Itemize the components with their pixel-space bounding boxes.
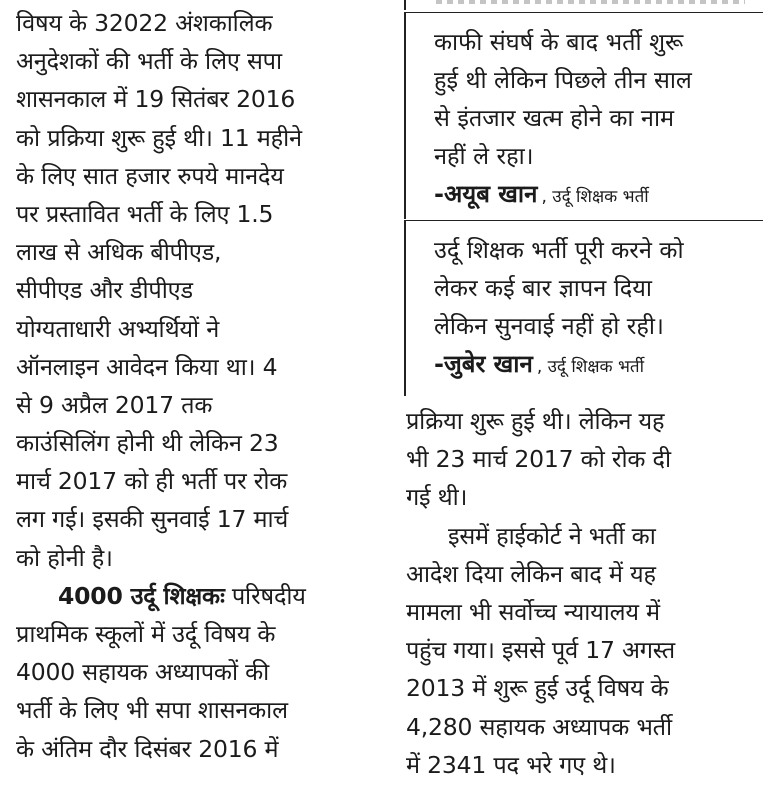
right-article-column <box>406 402 763 784</box>
author-name: -जुबेर खान <box>434 350 533 378</box>
author-role: , उर्दू शिक्षक भर्ती <box>536 357 645 377</box>
section-lead-text: परिषदीय <box>224 581 306 610</box>
author-role: , उर्दू शिक्षक भर्ती <box>541 187 649 207</box>
article-line: के लिए सात हजार रुपये मानदेय <box>16 161 284 190</box>
article-line: में 2341 पद भरे गए थे। <box>406 750 616 779</box>
article-line: लाख से अधिक बीपीएड, <box>16 238 222 267</box>
section-first-line <box>16 577 386 615</box>
article-line: अनुदेशकों की भर्ती के लिए सपा <box>16 47 282 76</box>
article-line: योग्यताधारी अभ्यर्थियों ने <box>16 314 220 343</box>
article-line: 4,280 सहायक अध्यापक भर्ती <box>406 712 672 741</box>
quote-author <box>434 177 649 210</box>
quote-line: लेकिन सुनवाई नहीं हो रही। <box>434 312 664 340</box>
article-line: भर्ती के लिए भी सपा शासनकाल <box>16 696 288 725</box>
article-line: शासनकाल में 19 सितंबर 2016 <box>16 85 296 114</box>
article-line: के अंतिम दौर दिसंबर 2016 में <box>16 734 279 763</box>
article-line: पहुंच गया। इससे पूर्व 17 अगस्त <box>406 636 675 665</box>
article-line: भी 23 मार्च 2017 को रोक दी <box>406 445 671 474</box>
quote-line: से इंतजार खत्म होने का नाम <box>434 104 675 132</box>
author-name: -अयूब खान <box>434 180 538 208</box>
article-line: विषय के 32022 अंशकालिक <box>16 9 273 37</box>
quote-line: नहीं ले रहा। <box>434 142 534 170</box>
article-line: प्रक्रिया शुरू हुई थी। लेकिन यह <box>406 407 665 435</box>
quote-line: उर्दू शिक्षक भर्ती पूरी करने को <box>434 236 684 264</box>
article-line: प्राथमिक स्कूलों में उर्दू विषय के <box>16 620 276 648</box>
quote-line: लेकर कई बार ज्ञापन दिया <box>434 274 652 302</box>
quote-box-ayub-khan <box>404 12 763 219</box>
quote-line: हुई थी लेकिन पिछले तीन साल <box>434 66 692 94</box>
cropped-quote-strip <box>404 0 763 10</box>
article-line: 2013 में शुरू हुई उर्दू विषय के <box>406 674 669 703</box>
article-line: लग गई। इसकी सुनवाई 17 मार्च <box>16 505 289 534</box>
quote-text <box>434 231 684 345</box>
article-line: आदेश दिया लेकिन बाद में यह <box>406 559 656 588</box>
section-heading: 4000 उर्दू शिक्षकः <box>58 581 225 610</box>
article-line: को प्रक्रिया शुरू हुई थी। 11 महीने <box>16 123 302 152</box>
article-line: मार्च 2017 को ही भर्ती पर रोक <box>16 467 288 496</box>
article-line: को होनी है। <box>16 543 113 572</box>
quote-author <box>434 347 644 380</box>
article-line: पर प्रस्तावित भर्ती के लिए 1.5 <box>16 199 274 228</box>
article-line: से 9 अप्रैल 2017 तक <box>16 390 213 419</box>
quote-text <box>434 23 692 175</box>
article-line: 4000 सहायक अध्यापकों की <box>16 658 270 687</box>
article-line: मामला भी सर्वोच्च न्यायालय में <box>406 597 660 626</box>
article-line: सीपीएड और डीपीएड <box>16 276 193 305</box>
article-line: काउंसिलिंग होनी थी लेकिन 23 <box>16 429 279 458</box>
article-line: ऑनलाइन आवेदन किया था। 4 <box>16 352 278 381</box>
article-line: गई थी। <box>406 483 468 512</box>
quote-line: काफी संघर्ष के बाद भर्ती शुरू <box>434 28 684 56</box>
left-article-column <box>16 4 386 768</box>
article-line: इसमें हाईकोर्ट ने भर्ती का <box>448 521 656 550</box>
quote-box-zuber-khan <box>404 220 763 396</box>
